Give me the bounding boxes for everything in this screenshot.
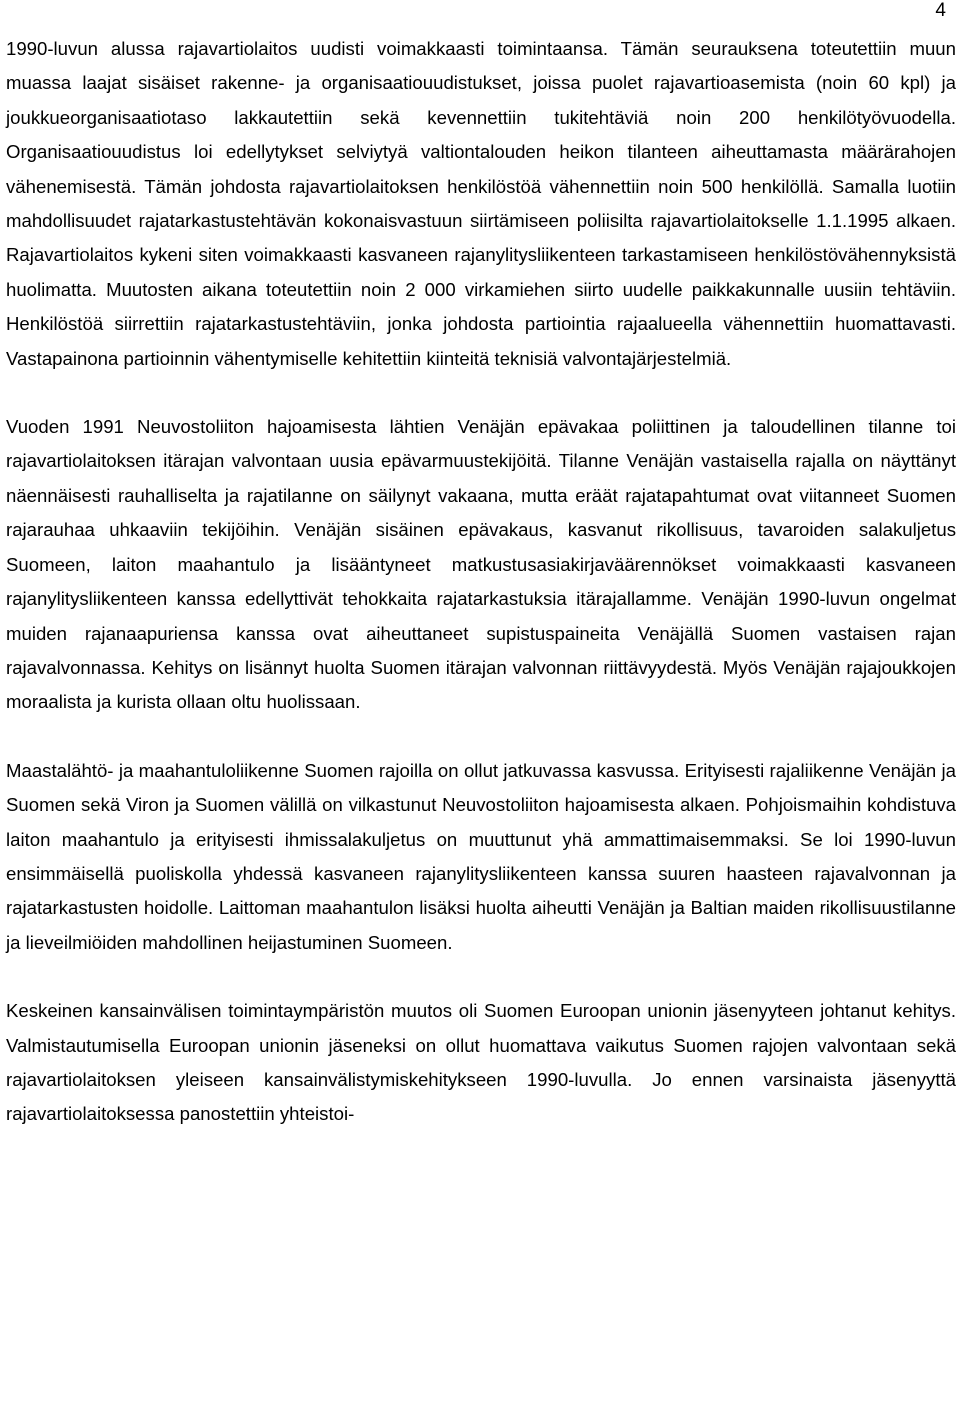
paragraph-russia-instability: Vuoden 1991 Neuvostoliiton hajoamisesta lähtien Venäjän epävakaa poliittinen ja taloudellinen tilanne toi rajavartiolaitoksen itärajan valvontaan uusia epävarmuustekijöitä. Tilanne Venäjän vastaisella rajalla on näyttänyt näennäisesti rauhalliselta ja rajatilanne on säilynyt vakaana, mutta eräät rajatapahtumat ovat viitanneet Suomen rajarauhaa uhkaaviin tekijöihin. Venäjän sisäinen epävakaus, kasvanut rikollisuus, tavaroiden salakuljetus Suomeen, laiton maahantulo ja lisääntyneet matkustusasiakirjaväärennökset voimakkaasti kasvaneen rajanylitysliikenteen kanssa edellyttivät tehokkaita rajatarkastuksia itärajallamme. Venäjän 1990-luvun ongelmat muiden rajanaapuriensa kanssa ovat aiheuttaneet supistuspaineita Venäjällä Suomen vastaisen rajan rajavalvonnassa. Kehitys on lisännyt huolta Suomen itärajan valvonnan riittävyydestä. Myös Venäjän rajajoukkojen moraalista ja kurista ollaan oltu huolissaan.	[6, 416, 956, 713]
paragraph-border-traffic: Maastalähtö- ja maahantuloliikenne Suomen rajoilla on ollut jatkuvassa kasvussa. Erityisesti rajaliikenne Venäjän ja Suomen sekä Viron ja Suomen välillä on vilkastunut Neuvostoliiton hajoamisesta alkaen. Pohjoismaihin kohdistuva laiton maahantulo ja erityisesti ihmissalakuljetus on muuttunut yhä ammattimaisemmaksi. Se loi 1990-luvun ensimmäisellä puoliskolla yhdessä kasvaneen rajanylitysliikenteen kanssa suuren haasteen rajavalvonnan ja rajatarkastusten hoidolle. Laittoman maahantulon lisäksi huolta aiheutti Venäjän ja Baltian maiden rikollisuustilanne ja lieveilmiöiden mahdollinen heijastuminen Suomeen.	[6, 759, 956, 953]
paragraph-border-guard-reform: 1990-luvun alussa rajavartiolaitos uudisti voimakkaasti toimintaansa. Tämän seurauksena toteutettiin muun muassa laajat sisäiset rakenne- ja organisaatiouudistukset, joissa puolet rajavartioasemista (noin 60 kpl) ja joukkueorganisaatiotaso lakkautettiin sekä kevennettiin tukitehtäviä noin 200 henkilötyövuodella. Organisaatiouudistus loi edellytykset selviytyä valtiontalouden heikon tilanteen aiheuttamasta määrärahojen vähenemisestä. Tämän johdosta rajavartiolaitoksen henkilöstöä vähennettiin noin 500 henkilöllä. Samalla luotiin mahdollisuudet rajatarkastustehtävän kokonaisvastuun siirtämiseen poliisilta rajavartiolaitokselle 1.1.1995 alkaen. Rajavartiolaitos kykeni siten voimakkaasti kasvaneen rajanylitysliikenteen tarkastamiseen henkilöstövähennyksistä huolimatta. Muutosten aikana toteutettiin noin 2 000 virkamiehen siirto uudelle paikkakunnalle uusiin tehtäviin. Henkilöstöä siirrettiin rajatarkastustehtäviin, jonka johdosta partiointia rajaalueella vähennettiin huomattavasti. Vastapainona partioinnin vähentymiselle kehitettiin kiinteitä teknisiä valvontajärjestelmiä.	[6, 38, 956, 369]
page-number: 4	[935, 0, 946, 21]
document-body	[6, 32, 956, 1132]
paragraph-eu-membership: Keskeinen kansainvälisen toimintaympäristön muutos oli Suomen Euroopan unionin jäsenyyteen johtanut kehitys. Valmistautumisella Euroopan unionin jäseneksi on ollut huomattava vaikutus Suomen rajojen valvontaan sekä rajavartiolaitoksen yleiseen kansainvälistymiskehitykseen 1990-luvulla. Jo ennen varsinaista jäsenyyttä rajavartiolaitoksessa panostettiin yhteistoi-	[6, 1000, 956, 1125]
